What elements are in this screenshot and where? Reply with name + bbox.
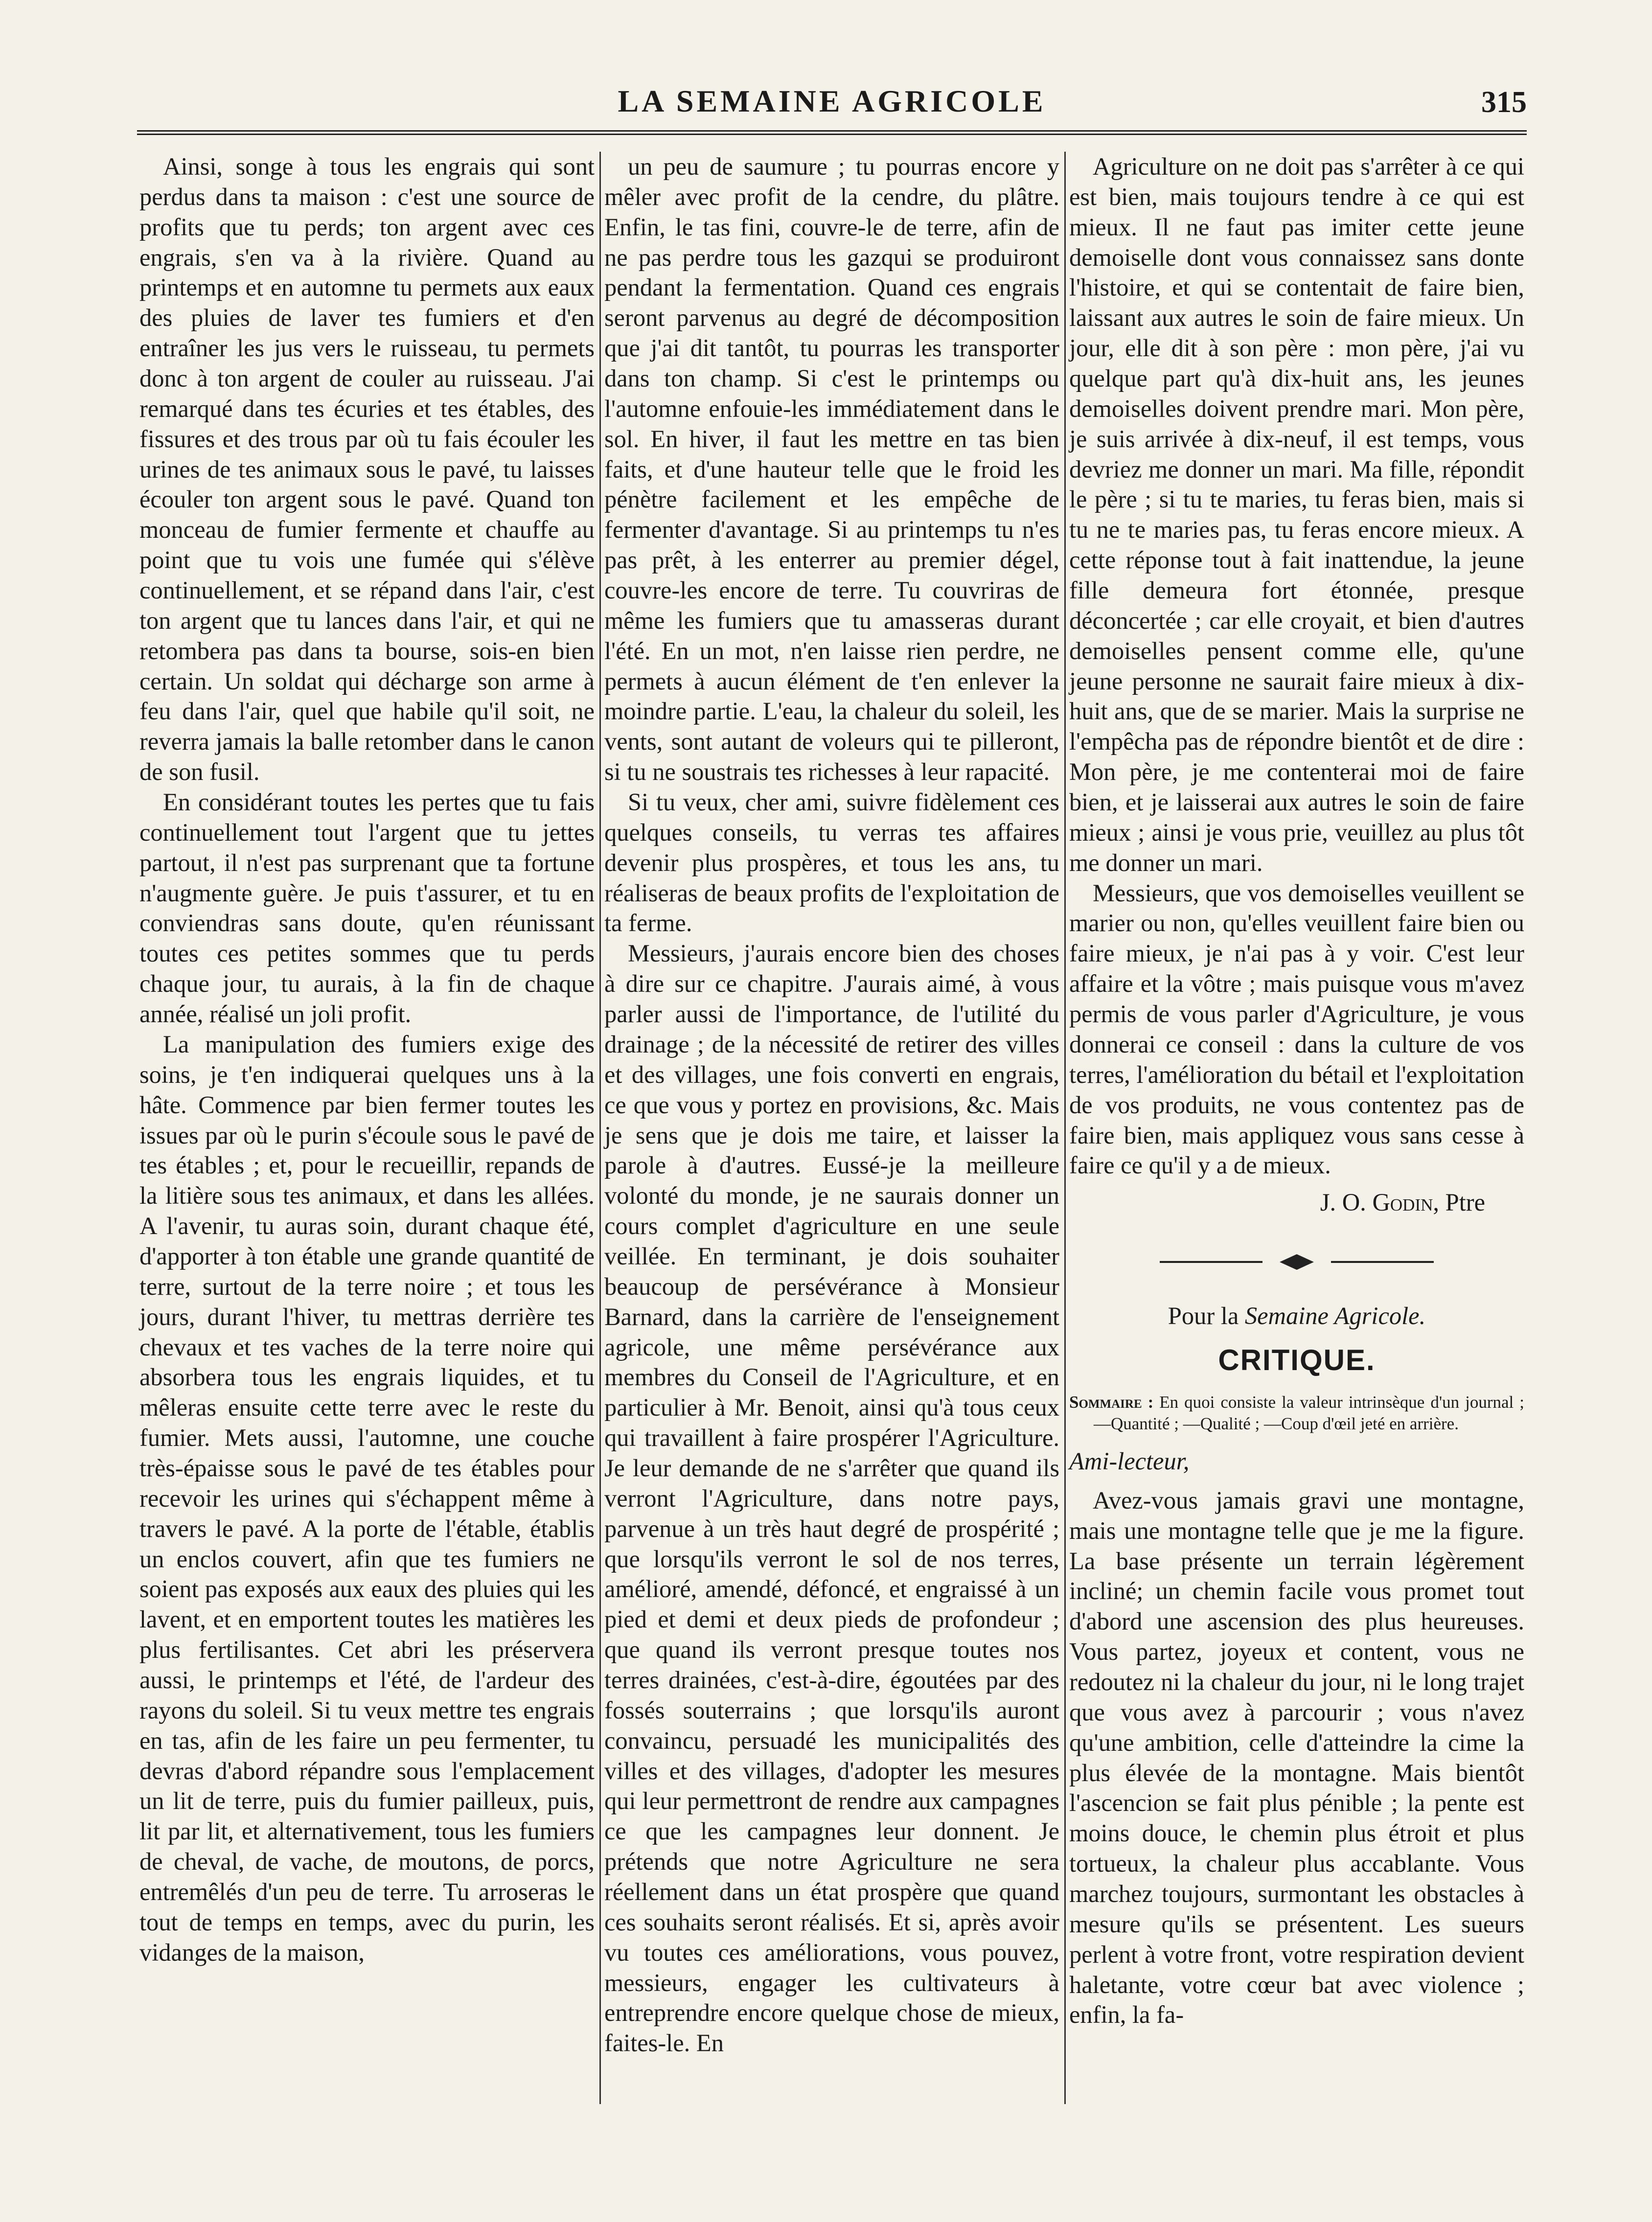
paragraph: En considérant toutes les pertes que tu fais continuellement tout l'argent que tu jettes partout, il n'est pas surprenant que ta fortune n'augmente guère. Je puis t'assurer, et tu en conviendras sans doute, qu'en réunissant toutes ces petites sommes que tu perds chaque jour, tu aurais, à la fin de chaque année, réalisé un joli profit. — [139, 788, 595, 1028]
running-title: LA SEMAINE AGRICOLE — [618, 84, 1046, 118]
byline-prefix: Pour la — [1168, 1302, 1239, 1330]
page-number: 315 — [1481, 86, 1527, 119]
author-signature — [1069, 1188, 1524, 1218]
paragraph: un peu de saumure ; tu pourras encore y mêler avec profit de la cendre, du plâtre. Enfin, le tas fini, couvre-le de terre, afin de ne pas perdre tous les gazqui se produiront pendant la fermentation. Quand ces engrais seront parvenus au degré de décomposition que j'ai dit tantôt, tu pourras les transporter dans ton champ. Si c'est le printemps ou l'automne enfouie-les immédiatement dans le sol. En hiver, il faut les mettre en tas bien faits, et d'une hauteur telle que le froid les pénètre facilement et les empêche de fermenter d'avantage. Si au printemps tu n'es pas prêt, à les enterrer au premier dégel, couvre-les encore de terre. Tu couvriras de même les fumiers que tu amasseras durant l'été. En un mot, n'en laisse rien perdre, ne permets à aucun élément de t'en enlever la moindre partie. L'eau, la chaleur du soleil, les vents, sont autant de voleurs qui te pilleront, si tu ne soustrais tes richesses à leur rapacité. — [604, 153, 1059, 786]
signature-initials: J. O. — [1320, 1189, 1366, 1216]
paragraph: Messieurs, j'aurais encore bien des choses à dire sur ce chapitre. J'aurais aimé, à vous parler aussi de l'importance, de l'utilité du drainage ; de la nécessité de retirer des villes et des villages, une fois converti en engrais, ce que vous y portez en provisions, &c. Mais je sens que je dois me taire, et laisser la parole à d'autres. Eussé-je la meilleure volonté du monde, je ne saurais donner un cours complet d'agriculture en une seule veillée. En terminant, je dois souhaiter beaucoup de persévérance à Monsieur Barnard, dans la carrière de l'enseignement agricole, une même persévérance aux membres du Conseil de l'Agriculture, et en particulier à Mr. Benoit, ainsi qu'à tous ceux qui travaillent à faire prospérer l'Agriculture. Je leur demande de ne s'arrêter que quand ils verront l'Agriculture, dans notre pays, parvenue à un très haut degré de prospérité ; que lorsqu'ils verront le sol de nos terres, amélioré, amendé, défoncé, et engraissé à un pied et demi et deux pieds de profondeur ; que quand ils verront presque toutes nos terres drainées, c'est-à-dire, égoutées par des fossés souterrains ; que lorsqu'ils auront convaincu, persuadé les municipalités des villes et des villages, d'adopter les mesures qui leur permettront de rendre aux campagnes ce que les campagnes leur donnent. Je prétends que notre Agriculture ne sera réellement dans un état prospère que quand ces souhaits seront réalisés. Et si, après avoir vu toutes ces améliorations, vous pouvez, messieurs, engager les cultivateurs à entreprendre encore quelque chose de mieux, faites-le. En — [604, 939, 1059, 2057]
summary-label: Sommaire : — [1069, 1393, 1154, 1412]
section-title: CRITIQUE. — [1218, 1343, 1376, 1376]
header-rule — [137, 130, 1527, 135]
paragraph: La manipulation des fumiers exige des soins, je t'en indiquerai quelques uns à la hâte. Commence par bien fermer toutes les issues par où le purin s'écoule sous le pavé de tes étables ; et, pour le recueillir, repands de la litière sous tes animaux, et dans les allées. A l'avenir, tu auras soin, durant chaque été, d'apporter à ton étable une grande quantité de terre, surtout de la terre noire ; et tous les jours, durant l'hiver, tu mettras derrière tes chevaux et tes vaches de la terre noire qui absorbera tous les engrais liquides, et tu mêleras ensuite cette terre avec le reste du fumier. Mets aussi, l'automne, une couche très-épaisse sous le pavé de tes étables pour recevoir les urines qui s'échappent même à travers le pavé. A la porte de l'étable, établis un enclos couvert, afin que tes fumiers ne soient pas exposés aux eaux des pluies qui les lavent, et en emportent toutes les matières les plus fertilisantes. Cet abri les préservera aussi, le printemps et l'été, de l'ardeur des rayons du soleil. Si tu veux mettre tes engrais en tas, afin de les faire un peu fermenter, tu devras d'abord répandre sous l'emplacement un lit de terre, puis du fumier pailleux, puis, lit par lit, et alternativement, tous les fumiers de cheval, de vache, de moutons, de porcs, entremêlés d'un peu de terre. Tu arroseras le tout de temps en temps, avec du purin, les vidanges de la maison, — [139, 1030, 595, 1966]
signature-title: , Ptre — [1433, 1189, 1485, 1216]
column-divider — [1064, 152, 1066, 2104]
paragraph: Messieurs, que vos demoiselles veuillent se marier ou non, qu'elles veuillent faire bien ou faire mieux, je n'ai pas à y voir. C'est leur affaire et la vôtre ; mais puisque vous m'avez permis de vous parler d'Agriculture, je vous donnerai ce conseil : dans la culture de vos terres, l'amélioration du bétail et l'exploitation de vos produits, ne vous contentez pas de faire bien, mais appliquez vous sans cesse à faire ce qu'il y a de mieux. — [1069, 879, 1524, 1179]
paragraph: Agriculture on ne doit pas s'arrêter à ce qui est bien, mais toujours tendre à ce qui est mieux. Il ne faut pas imiter cette jeune demoiselle dont vous connaissez sans donte l'histoire, et qui se contentait de faire bien, laissant aux autres le soin de faire mieux. Un jour, elle dit à son père : mon père, j'ai vu quelque part qu'à dix-huit ans, les jeunes demoiselles doivent prendre mari. Mon père, je suis arrivée à dix-neuf, il est temps, vous devriez me donner un mari. Ma fille, répondit le père ; si tu te maries, tu feras bien, mais si tu ne te maries pas, tu feras encore mieux. A cette réponse tout à fait inattendue, la jeune fille demeura fort étonnée, presque déconcertée ; car elle croyait, et bien d'autres demoiselles pensent comme elle, qu'une jeune personne ne saurait faire mieux à dix-huit ans, que de se marier. Mais la surprise ne l'empêcha pas de répondre bientôt et de dire : Mon père, je me contenterai moi de faire bien, et je laisserai aux autres le soin de faire mieux ; ainsi je vous prie, veuillez au plus tôt me donner un mari. — [1069, 153, 1524, 876]
paragraph: Avez-vous jamais gravi une montagne, mais une montagne telle que je me la figure. La base présente un terrain légèrement incliné; un chemin facile vous promet tout d'abord une ascension des plus heureuses. Vous partez, joyeux et content, vous ne redoutez ni la chaleur du jour, ni le long trajet que vous avez à parcourir ; vous n'avez qu'une ambition, celle d'atteindre la cime la plus élevée de la montagne. Mais bientôt l'ascencion se fait plus pénible ; la pente est moins douce, le chemin plus étroit et plus tortueux, la chaleur plus accablante. Vous marchez toujours, surmontant les obstacles à mesure qu'ils se présentent. Les sueurs perlent à votre front, votre respiration devient haletante, votre cœur bat avec violence ; enfin, la fa- — [1069, 1486, 1524, 2029]
page-header — [137, 83, 1527, 137]
summary — [1069, 1392, 1524, 1435]
journal-name: Semaine Agricole. — [1244, 1302, 1426, 1330]
column-middle — [604, 152, 1059, 2109]
column-right — [1069, 152, 1524, 2109]
column-left — [139, 152, 595, 2109]
column-divider — [599, 152, 601, 2104]
paragraph: Si tu veux, cher ami, suivre fidèlement ces quelques conseils, tu verras tes affaires devenir plus prospères, et tous les ans, tu réaliseras de beaux profits de l'exploitation de ta ferme. — [604, 788, 1059, 937]
ornament-divider — [1160, 1252, 1434, 1272]
salutation: Ami-lecteur, — [1069, 1447, 1190, 1475]
diamond-icon — [1280, 1254, 1314, 1270]
byline — [1069, 1301, 1524, 1331]
summary-text: En quoi consiste la valeur intrinsèque d'un journal ; —Quantité ; —Qualité ; —Coup d'œil jeté en arrière. — [1094, 1393, 1524, 1434]
signature-name: Godin — [1372, 1189, 1433, 1216]
paragraph: Ainsi, songe à tous les engrais qui sont perdus dans ta maison : c'est une source de profits que tu perds; ton argent avec ces engrais, s'en va à la rivière. Quand au printemps et en automne tu permets aux eaux des pluies de laver tes fumiers et d'en entraîner les jus vers le ruisseau, tu permets donc à ton argent de couler au ruisseau. J'ai remarqué dans tes écuries et tes étables, des fissures et des trous par où tu fais écouler les urines de tes animaux sous le pavé, tu laisses écouler ton argent sous le pavé. Quand ton monceau de fumier fermente et chauffe au point que tu vois une fumée qui s'élève continuellement, et se répand dans l'air, c'est ton argent que tu lances dans l'air, et qui ne retombera pas dans ta bourse, sois-en bien certain. Un soldat qui décharge son arme à feu dans l'air, quel que habile qu'il soit, ne reverra jamais la balle retomber dans le canon de son fusil. — [139, 153, 595, 786]
